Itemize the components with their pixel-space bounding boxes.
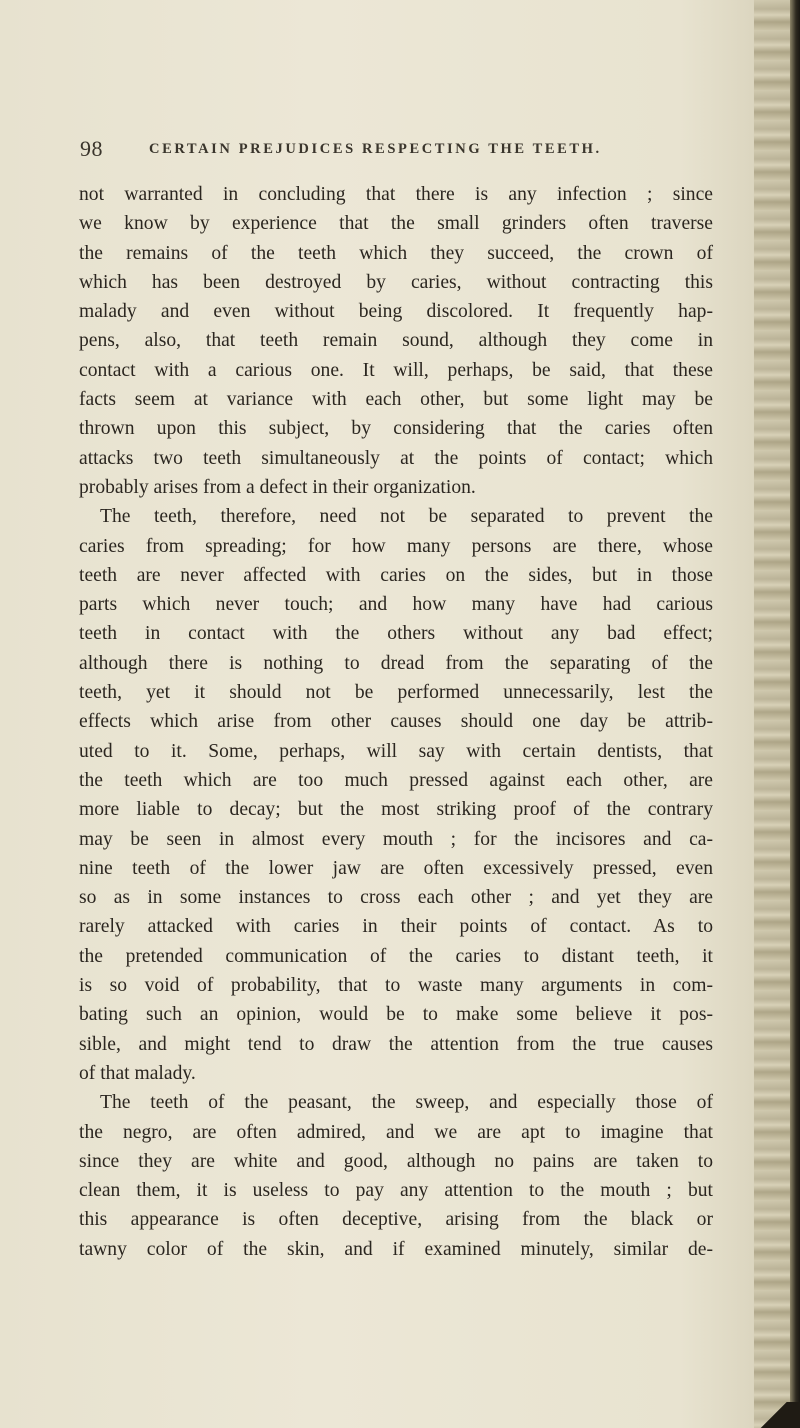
text-line: may be seen in almost every mouth ; for the incisores and ca-	[79, 828, 713, 850]
text-line: parts which never touch; and how many have had carious	[79, 594, 713, 616]
text-line: not warranted in concluding that there is any infection ; since	[79, 184, 713, 205]
text-line: uted to it. Some, perhaps, will say with certain dentists, that	[79, 740, 713, 762]
text-line: the teeth which are too much pressed against each other, are	[79, 769, 713, 791]
binding-edge	[790, 0, 800, 1428]
text-line: nine teeth of the lower jaw are often excessively pressed, even	[79, 857, 713, 879]
text-line: teeth in contact with the others without any bad effect;	[79, 623, 713, 645]
text-line: we know by experience that the small grinders often traverse	[79, 213, 713, 235]
text-line: contact with a carious one. It will, perhaps, be said, that these	[79, 359, 713, 381]
text-line: bating such an opinion, would be to make some believe it pos-	[79, 1004, 713, 1026]
text-line: which has been destroyed by caries, without contracting this	[79, 271, 713, 293]
body-text	[79, 180, 713, 1264]
text-line: caries from spreading; for how many persons are there, whose	[79, 535, 713, 557]
text-line: facts seem at variance with each other, but some light may be	[79, 389, 713, 411]
text-line: the pretended communication of the caries to distant teeth, it	[79, 945, 713, 967]
text-line: effects which arise from other causes should one day be attrib-	[79, 711, 713, 733]
running-head: CERTAIN PREJUDICES RESPECTING THE TEETH.	[149, 141, 602, 157]
text-line: the remains of the teeth which they succeed, the crown of	[79, 242, 713, 264]
text-line: since they are white and good, although no pains are taken to	[79, 1150, 713, 1172]
text-line: teeth are never affected with caries on the sides, but in those	[79, 564, 713, 586]
text-line: sible, and might tend to draw the attention from the true causes	[79, 1033, 713, 1055]
text-line: thrown upon this subject, by considering that the caries often	[79, 418, 713, 440]
text-line: attacks two teeth simultaneously at the points of contact; which	[79, 447, 713, 469]
text-line: the negro, are often admired, and we are apt to imagine that	[79, 1121, 713, 1143]
text-line: is so void of probability, that to waste many arguments in com-	[79, 975, 713, 997]
text-line: rarely attacked with caries in their points of contact. As to	[79, 916, 713, 938]
text-line: probably arises from a defect in their organization.	[79, 476, 476, 498]
text-line: teeth, yet it should not be performed unnecessarily, lest the	[79, 682, 713, 704]
text-line: tawny color of the skin, and if examined minutely, similar de-	[79, 1238, 713, 1260]
page-corner-shadow	[760, 1402, 800, 1428]
text-line: although there is nothing to dread from the separating of the	[79, 652, 713, 674]
text-line: so as in some instances to cross each other ; and yet they are	[79, 887, 713, 909]
page-header	[80, 136, 720, 166]
page-number: 98	[80, 136, 103, 161]
text-line: this appearance is often deceptive, arising from the black or	[79, 1209, 713, 1231]
text-line: malady and even without being discolored. It frequently hap-	[79, 301, 713, 323]
text-line: clean them, it is useless to pay any attention to the mouth ; but	[79, 1180, 713, 1202]
text-line: of that malady.	[79, 1062, 196, 1084]
text-line: more liable to decay; but the most striking proof of the contrary	[79, 799, 713, 821]
text-line: pens, also, that teeth remain sound, although they come in	[79, 330, 713, 352]
text-line: The teeth, therefore, need not be separated to prevent the	[100, 506, 713, 528]
text-line: The teeth of the peasant, the sweep, and especially those of	[100, 1092, 713, 1114]
